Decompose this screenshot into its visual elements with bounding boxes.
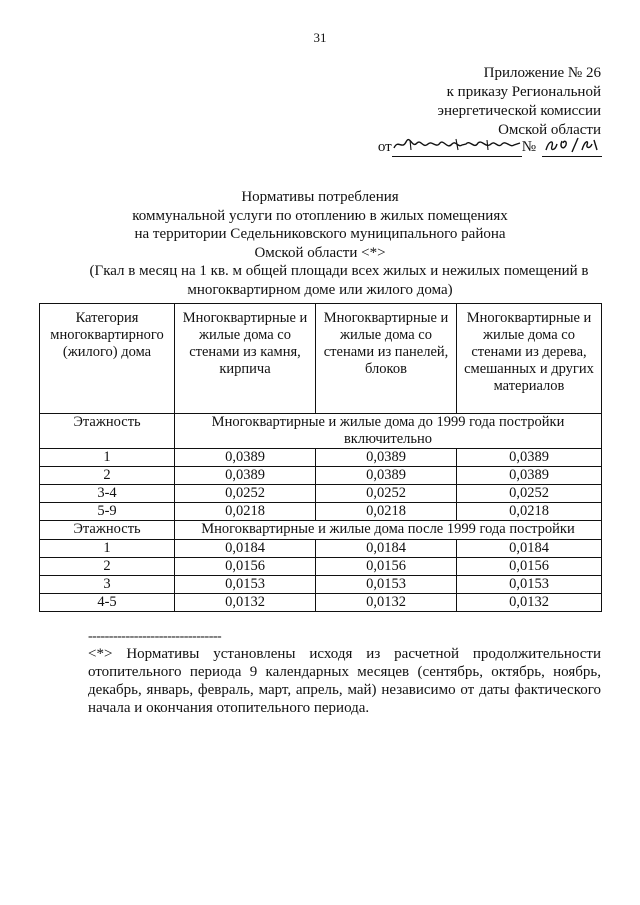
value-cell: 0,0156 <box>457 558 602 576</box>
value-cell: 0,0153 <box>457 576 602 594</box>
value-cell: 0,0184 <box>457 540 602 558</box>
title-line: на территории Седельниковского муниципального района <box>134 226 506 242</box>
title-line: (Гкал в месяц на 1 кв. м общей площади всех жилых и нежилых помещений в <box>89 263 589 279</box>
table-row <box>40 449 602 467</box>
table-row <box>40 540 602 558</box>
appendix-line: энергетической комиссии <box>437 103 601 119</box>
section-label: Этажность <box>40 521 175 540</box>
footnote-separator: -------------------------------- <box>88 629 222 644</box>
handwritten-number-scribble <box>542 136 602 154</box>
page-number: 31 <box>313 30 327 45</box>
header-stone-brick: Многоквартирные и жилые дома со стенами из камня, кирпича <box>175 304 316 414</box>
value-cell: 0,0132 <box>316 594 457 612</box>
floors-cell: 1 <box>40 449 175 467</box>
value-cell: 0,0252 <box>175 485 316 503</box>
order-line <box>378 135 602 157</box>
value-cell: 0,0132 <box>457 594 602 612</box>
value-cell: 0,0389 <box>316 449 457 467</box>
handwritten-date <box>392 136 522 157</box>
value-cell: 0,0252 <box>316 485 457 503</box>
title-line: Омской области <*> <box>254 244 386 261</box>
handwritten-date-scribble <box>392 136 522 154</box>
section-row <box>40 414 602 449</box>
appendix-header <box>438 64 601 140</box>
value-cell: 0,0389 <box>175 449 316 467</box>
floors-cell: 2 <box>40 467 175 485</box>
table-row <box>40 503 602 521</box>
handwritten-number <box>542 136 602 157</box>
table-row <box>40 558 602 576</box>
floors-cell: 3-4 <box>40 485 175 503</box>
value-cell: 0,0218 <box>175 503 316 521</box>
value-cell: 0,0184 <box>175 540 316 558</box>
table-header-row <box>40 304 602 414</box>
header-panels-blocks: Многоквартирные и жилые дома со стенами из панелей, блоков <box>316 304 457 414</box>
section-row <box>40 521 602 540</box>
value-cell: 0,0153 <box>175 576 316 594</box>
value-cell: 0,0389 <box>457 467 602 485</box>
document-title <box>0 188 640 299</box>
value-cell: 0,0132 <box>175 594 316 612</box>
header-category: Категория многоквартирного (жилого) дома <box>40 304 175 414</box>
header-wood-mixed: Многоквартирные и жилые дома со стенами из дерева, смешанных и других материалов <box>457 304 602 414</box>
section-title: Многоквартирные и жилые дома после 1999 года постройки <box>175 521 602 540</box>
value-cell: 0,0389 <box>316 467 457 485</box>
floors-cell: 2 <box>40 558 175 576</box>
value-cell: 0,0156 <box>175 558 316 576</box>
appendix-line: Омской области <box>498 122 601 138</box>
floors-cell: 4-5 <box>40 594 175 612</box>
title-line: коммунальной услуги по отоплению в жилых помещениях <box>132 207 508 224</box>
floors-cell: 3 <box>40 576 175 594</box>
value-cell: 0,0153 <box>316 576 457 594</box>
table-row <box>40 485 602 503</box>
value-cell: 0,0156 <box>316 558 457 576</box>
value-cell: 0,0218 <box>316 503 457 521</box>
appendix-line: к приказу Региональной <box>446 84 601 100</box>
section-label: Этажность <box>40 414 175 449</box>
order-number-label: № <box>521 139 536 155</box>
appendix-line: Приложение № 26 <box>483 65 601 81</box>
title-line: Нормативы потребления <box>241 189 399 205</box>
floors-cell: 1 <box>40 540 175 558</box>
norms-table <box>39 303 602 612</box>
footnote-text: <*> Нормативы установлены исходя из расчетной продолжительности отопительного периода 9 календарных месяцев (сентябрь, октябрь, ноябрь, декабрь, январь, февраль, март, апрель, май) независимо от даты фактического начала и окончания отопительного периода. <box>88 646 601 716</box>
value-cell: 0,0389 <box>457 449 602 467</box>
value-cell: 0,0252 <box>457 485 602 503</box>
title-line: многоквартирном доме или жилого дома) <box>187 281 453 298</box>
value-cell: 0,0389 <box>175 467 316 485</box>
value-cell: 0,0218 <box>457 503 602 521</box>
value-cell: 0,0184 <box>316 540 457 558</box>
table-row <box>40 576 602 594</box>
section-title: Многоквартирные и жилые дома до 1999 года постройки включительно <box>175 414 602 449</box>
order-prefix: от <box>377 139 392 155</box>
floors-cell: 5-9 <box>40 503 175 521</box>
table-row <box>40 594 602 612</box>
table-row <box>40 467 602 485</box>
